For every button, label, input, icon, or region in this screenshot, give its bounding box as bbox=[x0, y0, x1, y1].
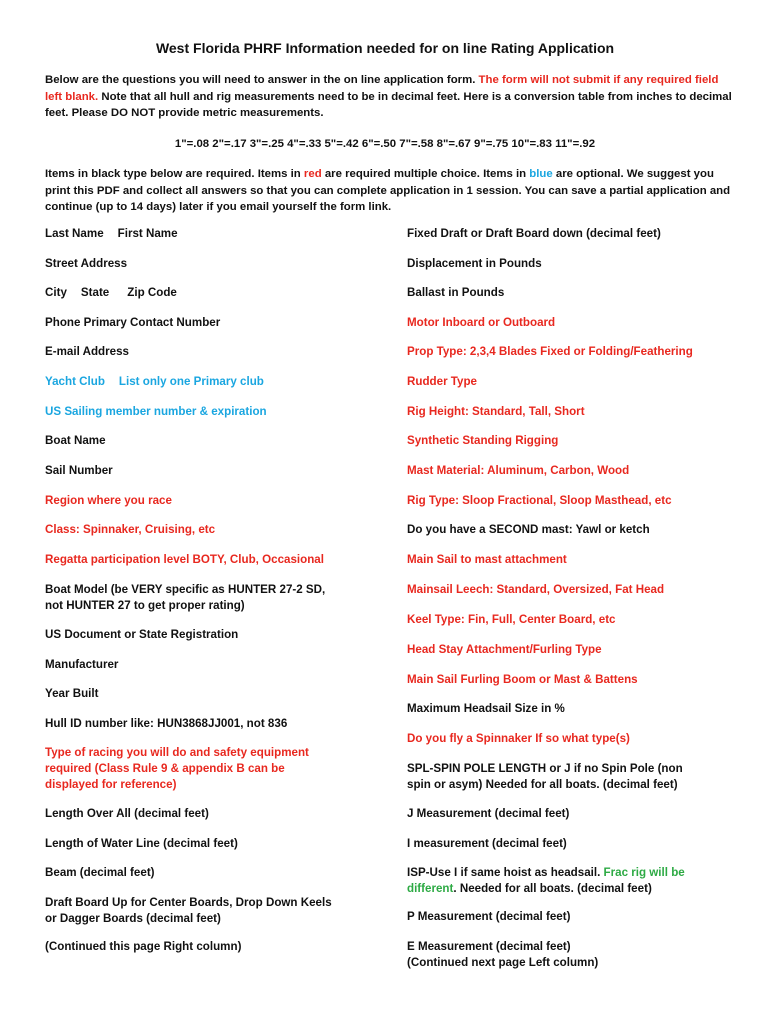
beam-label: Beam (decimal feet) bbox=[45, 866, 155, 879]
us-sailing-label: US Sailing member number & expiration bbox=[45, 405, 267, 418]
fixed-draft-label: Fixed Draft or Draft Board down (decimal feet) bbox=[407, 227, 661, 240]
loa-label: Length Over All (decimal feet) bbox=[45, 807, 209, 820]
us-document-label: US Document or State Registration bbox=[45, 628, 239, 641]
j-measurement-label: J Measurement (decimal feet) bbox=[407, 807, 570, 820]
legend-text-c: are optional. We suggest you print this PDF and collect all answers so that you can complete application in 1 session. You can save a partial application and continue (up to 14 days) later if you email yourself the form link. bbox=[45, 168, 731, 213]
page-title: West Florida PHRF Information needed for on line Rating Application bbox=[155, 40, 615, 56]
p-measurement-label: P Measurement (decimal feet) bbox=[407, 910, 571, 923]
field-name bbox=[45, 226, 178, 242]
keel-type-label: Keel Type: Fin, Full, Center Board, etc bbox=[407, 613, 616, 626]
main-sail-attachment-label: Main Sail to mast attachment bbox=[407, 553, 567, 566]
required-warning: The form will not submit if any required field left blank. bbox=[45, 74, 719, 103]
spl-line-1: SPL-SPIN POLE LENGTH or J if no Spin Pole (non bbox=[407, 762, 683, 775]
head-stay-label: Head Stay Attachment/Furling Type bbox=[407, 643, 602, 656]
mast-material-label: Mast Material: Aluminum, Carbon, Wood bbox=[407, 464, 630, 477]
max-headsail-label: Maximum Headsail Size in % bbox=[407, 702, 565, 715]
e-measurement-label: E Measurement (decimal feet) bbox=[407, 940, 571, 953]
legend-paragraph bbox=[45, 166, 735, 216]
year-built-label: Year Built bbox=[45, 687, 99, 700]
regatta-level-label: Regatta participation level BOTY, Club, Occasional bbox=[45, 553, 324, 566]
boat-model-line-1: Boat Model (be VERY specific as HUNTER 27-2 SD, bbox=[45, 583, 326, 596]
rudder-type-label: Rudder Type bbox=[407, 375, 477, 388]
email-label: E-mail Address bbox=[45, 345, 129, 358]
isp-line-1 bbox=[407, 865, 685, 881]
legend-text-a: Items in black type below are required. Items in bbox=[45, 168, 301, 180]
field-spl bbox=[407, 761, 683, 793]
isp-needed-note: . Needed for all boats. (decimal feet) bbox=[453, 882, 652, 895]
continued-left-note: (Continued this page Right column) bbox=[45, 940, 242, 953]
phone-label: Phone Primary Contact Number bbox=[45, 316, 221, 329]
legend-red-word: red bbox=[303, 168, 322, 180]
mainsail-leech-label: Mainsail Leech: Standard, Oversized, Fat Head bbox=[407, 583, 665, 596]
synthetic-rigging-label: Synthetic Standing Rigging bbox=[407, 434, 559, 447]
field-city-state-zip bbox=[45, 285, 177, 301]
field-e-measurement bbox=[407, 939, 598, 971]
rig-type-label: Rig Type: Sloop Fractional, Sloop Masthead, etc bbox=[407, 494, 672, 507]
isp-text: ISP-Use I if same hoist as headsail. bbox=[407, 866, 601, 879]
isp-different-note: different bbox=[407, 882, 454, 895]
continued-right-note: (Continued next page Left column) bbox=[407, 956, 599, 969]
yacht-club-label: Yacht Club bbox=[45, 375, 105, 388]
racing-type-line-2: required (Class Rule 9 & appendix B can be bbox=[45, 762, 285, 775]
first-name-label: First Name bbox=[117, 227, 178, 240]
city-label: City bbox=[45, 286, 67, 299]
rig-height-label: Rig Height: Standard, Tall, Short bbox=[407, 405, 585, 418]
legend-text-b: are required multiple choice. Items in bbox=[324, 168, 527, 180]
second-mast-label: Do you have a SECOND mast: Yawl or ketch bbox=[407, 523, 650, 536]
ballast-label: Ballast in Pounds bbox=[407, 286, 505, 299]
intro-measurement-note: Note that all hull and rig measurements need to be in decimal feet. Here is a conversion table from inches to decimal feet. Please DO NOT provide metric measurements. bbox=[45, 90, 732, 119]
isp-line-2 bbox=[407, 881, 685, 897]
legend-blue-word: blue bbox=[529, 168, 553, 180]
displacement-label: Displacement in Pounds bbox=[407, 257, 542, 270]
boat-name-label: Boat Name bbox=[45, 434, 106, 447]
prop-type-label: Prop Type: 2,3,4 Blades Fixed or Folding/Feathering bbox=[407, 345, 693, 358]
draft-up-line-2: or Dagger Boards (decimal feet) bbox=[45, 912, 221, 925]
field-isp bbox=[407, 865, 685, 897]
hull-id-label: Hull ID number like: HUN3868JJ001, not 836 bbox=[45, 717, 288, 730]
field-racing-type bbox=[45, 745, 309, 793]
class-label: Class: Spinnaker, Cruising, etc bbox=[45, 523, 216, 536]
spinnaker-label: Do you fly a Spinnaker If so what type(s) bbox=[407, 732, 630, 745]
isp-frac-note: Frac rig will be bbox=[603, 866, 685, 879]
street-address-label: Street Address bbox=[45, 257, 128, 270]
spl-line-2: spin or asym) Needed for all boats. (decimal feet) bbox=[407, 778, 678, 791]
field-yacht-club bbox=[45, 374, 264, 390]
motor-label: Motor Inboard or Outboard bbox=[407, 316, 556, 329]
field-draft-board-up bbox=[45, 895, 332, 927]
last-name-label: Last Name bbox=[45, 227, 104, 240]
zip-code-label: Zip Code bbox=[127, 286, 177, 299]
conversion-table: 1"=.08 2"=.17 3"=.25 4"=.33 5"=.42 6"=.50 7"=.58 8"=.67 9"=.75 10"=.83 11"=.92 bbox=[174, 138, 596, 150]
yacht-club-note: List only one Primary club bbox=[118, 375, 264, 388]
i-measurement-label: I measurement (decimal feet) bbox=[407, 837, 567, 850]
racing-type-line-1: Type of racing you will do and safety equipment bbox=[45, 746, 309, 759]
intro-paragraph bbox=[45, 72, 735, 122]
main-furling-label: Main Sail Furling Boom or Mast & Battens bbox=[407, 673, 638, 686]
racing-type-line-3: displayed for reference) bbox=[45, 778, 177, 791]
lwl-label: Length of Water Line (decimal feet) bbox=[45, 837, 238, 850]
draft-up-line-1: Draft Board Up for Center Boards, Drop Down Keels bbox=[45, 896, 332, 909]
sail-number-label: Sail Number bbox=[45, 464, 113, 477]
state-label: State bbox=[80, 286, 110, 299]
manufacturer-label: Manufacturer bbox=[45, 658, 119, 671]
region-label: Region where you race bbox=[45, 494, 172, 507]
field-boat-model bbox=[45, 582, 325, 614]
intro-text: Below are the questions you will need to answer in the on line application form. bbox=[45, 74, 476, 86]
boat-model-line-2: not HUNTER 27 to get proper rating) bbox=[45, 599, 245, 612]
